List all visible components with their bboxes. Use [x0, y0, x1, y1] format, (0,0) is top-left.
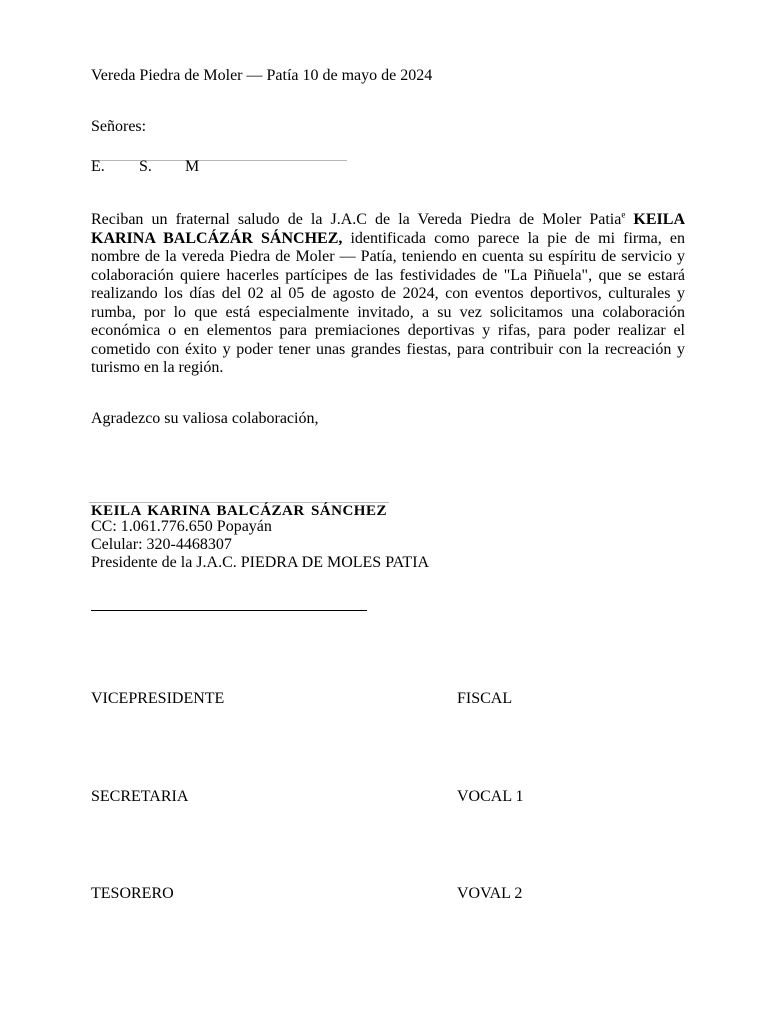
- label-secretaria: SECRETARIA: [91, 788, 189, 805]
- esm-e: E.: [91, 158, 105, 175]
- esm-m: M: [185, 158, 200, 175]
- esm-abbreviation: [91, 158, 199, 176]
- body-bold-name: KEILA KARINA BALCÁZÁR SÁNCHEZ,: [91, 211, 685, 247]
- body-superscript: e: [621, 209, 626, 220]
- label-fiscal: FISCAL: [457, 690, 513, 707]
- label-vocal-1: VOCAL 1: [457, 788, 524, 805]
- signature-role: Presidente de la J.A.C. PIEDRA DE MOLES PATIA: [91, 554, 430, 571]
- body-part1: Reciban un fraternal saludo de la J.A.C de la Vereda Piedra de Moler Patia: [91, 211, 622, 228]
- label-vocal-2: VOVAL 2: [457, 885, 523, 902]
- place-date: Vereda Piedra de Moler — Patía 10 de mayo de 2024: [91, 67, 433, 84]
- label-vicepresidente: VICEPRESIDENTE: [91, 690, 225, 707]
- signature-phone: Celular: 320-4468307: [91, 536, 232, 553]
- signature-name: KEILA KARINA BALCÁZAR SÁNCHEZ: [91, 503, 387, 519]
- closing-line: Agradezco su valiosa colaboración,: [91, 410, 319, 427]
- label-tesorero: TESORERO: [91, 885, 174, 902]
- addressee: Señores:: [91, 118, 147, 135]
- letter-body: [91, 211, 685, 378]
- body-part2: identificada como parece la pie de mi firma, en nombre de la vereda Piedra de Moler — Patía, teniendo en cuenta su espíritu de servicio y colaboración quiere hacerles partícipes de las festividades de "La Piñuela", que se estará realizando los días del 02 al 05 de agosto de 2024, con eventos deportivos, culturales y rumba, por lo que está especialmente invitado, a su vez solicitamos una colaboración económica o en elementos para premiaciones deportivas y rifas, para poder realizar el cometido con éxito y poder tener unas grandes fiestas, para contribuir con la recreación y turismo en la región.: [91, 229, 685, 376]
- esm-s: S.: [139, 158, 152, 175]
- signature-cc: CC: 1.061.776.650 Popayán: [91, 518, 272, 535]
- separator-rule: [91, 610, 367, 611]
